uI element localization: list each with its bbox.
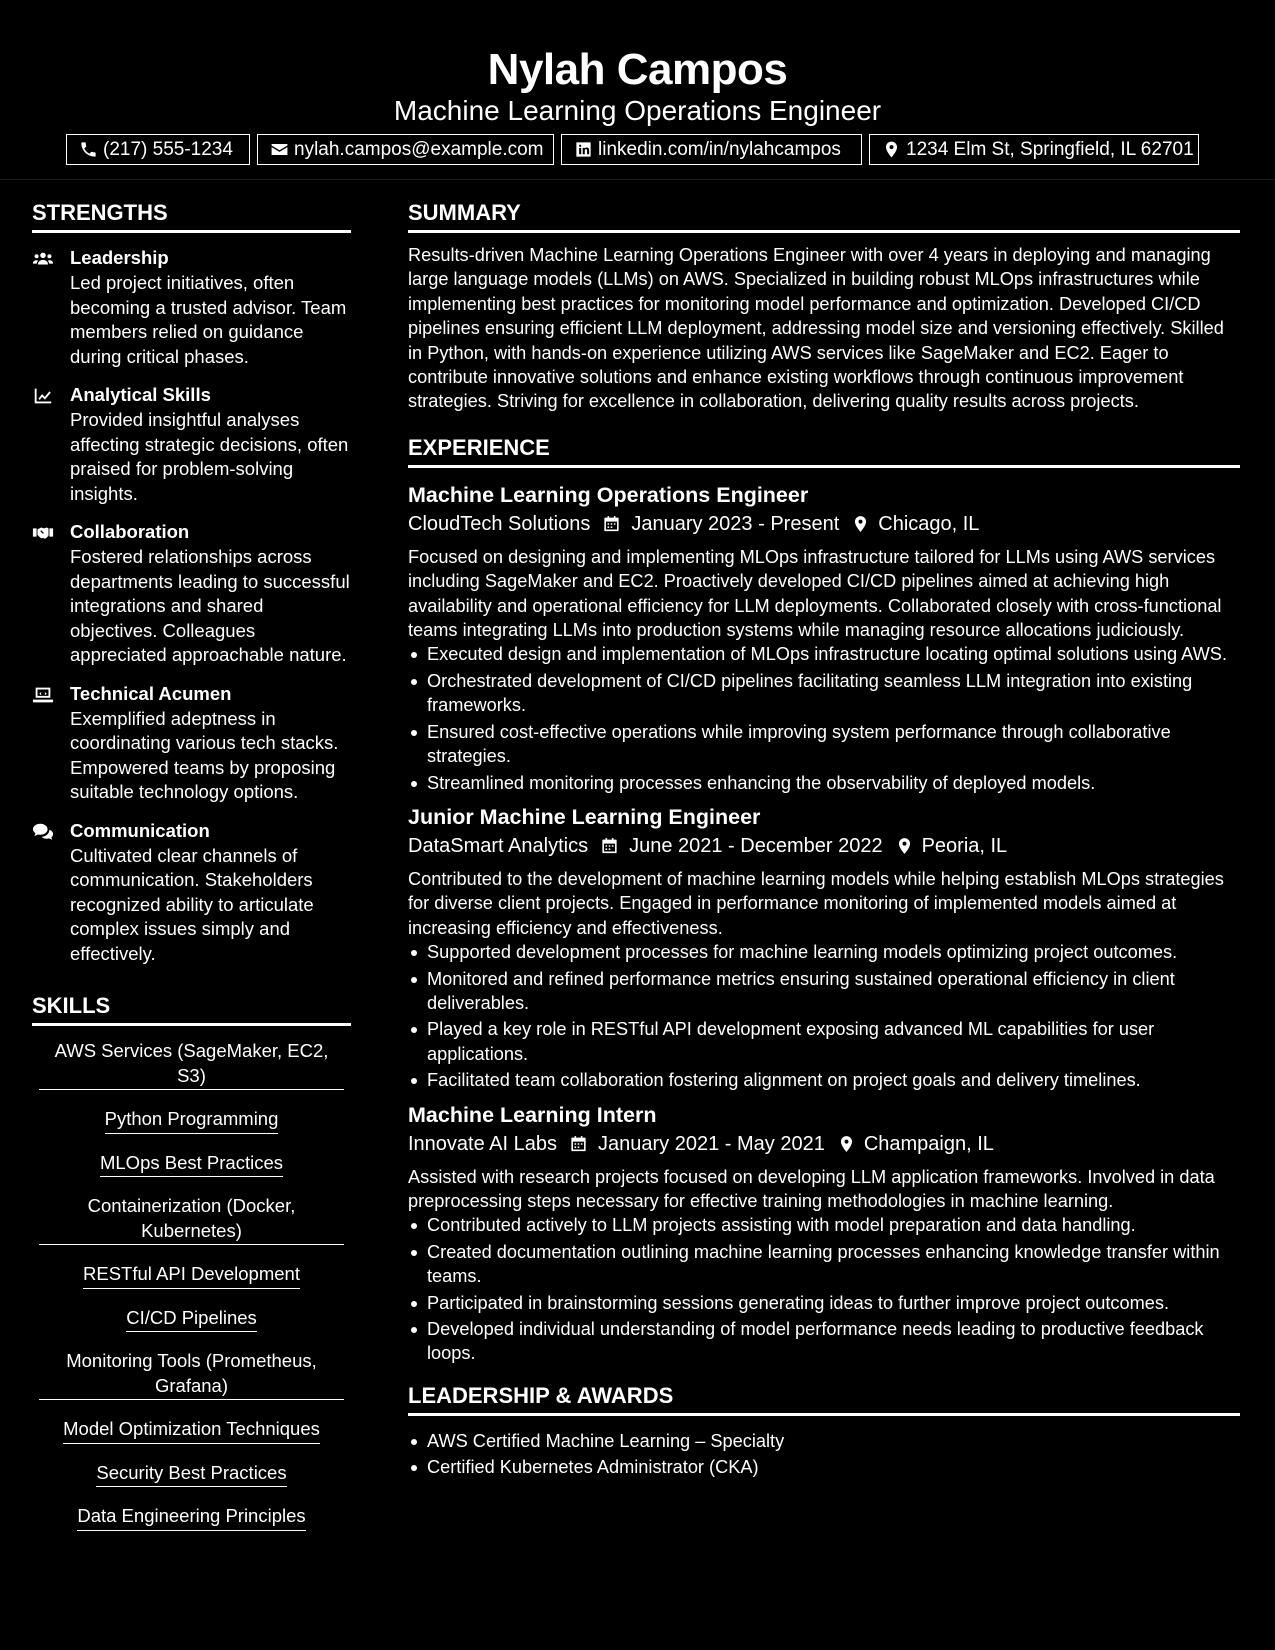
calendar-icon	[569, 1134, 588, 1154]
job-description: Assisted with research projects focused on developing LLM application frameworks. Involved in data preprocessing steps necessary for effective training methodologies in machine learning.	[408, 1166, 1215, 1211]
list-item: AWS Certified Machine Learning – Specialty	[408, 1429, 1240, 1453]
job-title: Machine Learning Operations Engineer	[408, 482, 809, 507]
strength-description: Led project initiatives, often becoming a trusted advisor. Team members relied on guidance during critical phases.	[70, 272, 347, 367]
job-dates: June 2021 - December 2022	[629, 834, 883, 857]
job-meta	[408, 831, 1240, 861]
contact-bar	[66, 134, 1199, 165]
linkedin-icon	[574, 140, 593, 159]
right-column	[408, 197, 1240, 1482]
skill-item: AWS Services (SageMaker, EC2, S3)	[39, 1039, 344, 1090]
chart-line-icon	[32, 385, 54, 407]
skill-item: Model Optimization Techniques	[63, 1417, 320, 1444]
strength-description: Provided insightful analyses affecting strategic decisions, often praised for problem-solving insights.	[70, 409, 349, 504]
job-bullets	[408, 940, 1240, 1092]
laptop-code-icon	[32, 684, 54, 706]
strength-description: Exemplified adeptness in coordinating various tech stacks. Empowered teams by proposing suitable technology options.	[70, 707, 339, 802]
list-item: Contributed actively to LLM projects assisting with model preparation and data handling.	[408, 1213, 1240, 1237]
job-bullets	[408, 1213, 1240, 1365]
map-pin-icon	[851, 514, 870, 534]
list-item: Monitored and refined performance metrics ensuring sustained operational efficiency in client deliverables.	[408, 967, 1240, 1016]
contact-email-text: nylah.campos@example.com	[294, 138, 544, 160]
candidate-name: Nylah Campos	[487, 45, 788, 94]
skill-item: Monitoring Tools (Prometheus, Grafana)	[39, 1349, 344, 1400]
envelope-icon	[270, 140, 289, 159]
list-item: Played a key role in RESTful API development exposing advanced ML capabilities for user applications.	[408, 1017, 1240, 1066]
list-item: Supported development processes for machine learning models optimizing project outcomes.	[408, 940, 1240, 964]
comments-icon	[32, 821, 54, 843]
list-item: Streamlined monitoring processes enhancing the observability of deployed models.	[408, 771, 1240, 795]
strength-description: Cultivated clear channels of communication. Stakeholders recognized ability to articulate complex issues simply and effectively.	[70, 844, 314, 964]
resume-header	[0, 0, 1275, 180]
strength-title: Analytical Skills	[70, 384, 211, 405]
job-entry	[408, 481, 1240, 795]
job-meta	[408, 509, 1240, 539]
job-meta	[408, 1129, 1240, 1159]
job-location: Champaign, IL	[863, 1132, 994, 1155]
job-description: Focused on designing and implementing MLOps infrastructure tailored for LLMs using AWS services including SageMaker and EC2. Proactively developed CI/CD pipelines aimed at achieving high availability and operational efficiency for LLM deployments. Collaborated closely with cross-functional teams integrating LLMs into production systems while managing resource allocations judiciously.	[408, 546, 1222, 641]
skill-item: Python Programming	[105, 1107, 279, 1134]
calendar-icon	[600, 836, 619, 856]
list-item: Participated in brainstorming sessions generating ideas to further improve project outcomes.	[408, 1291, 1240, 1315]
summary-text: Results-driven Machine Learning Operations Engineer with over 4 years in deploying and managing large language models (LLMs) on AWS. Specialized in building robust MLOps infrastructures while implementing best practices for monitoring model performance and optimization. Developed CI/CD pipelines ensuring efficient LLM deployment, addressing model size and versioning effectively. Skilled in Python, with hands-on experience utilizing AWS services like SageMaker and EC2. Eager to contribute innovative solutions and enhance existing workflows through continuous improvement strategies. Striving for excellence in collaboration, delivering quality results across projects.	[408, 245, 1224, 412]
skill-item: CI/CD Pipelines	[126, 1306, 257, 1333]
contact-linkedin[interactable]	[561, 134, 862, 165]
skill-item: Containerization (Docker, Kubernetes)	[39, 1194, 344, 1245]
summary-heading: SUMMARY	[408, 197, 1240, 233]
contact-email[interactable]	[257, 134, 554, 165]
list-item: Certified Kubernetes Administrator (CKA)	[408, 1455, 1240, 1479]
contact-address[interactable]	[869, 134, 1199, 165]
strength-description: Fostered relationships across departments leading to successful integrations and shared objectives. Colleagues appreciated approachable nature.	[70, 546, 350, 665]
skill-item: RESTful API Development	[83, 1262, 300, 1289]
list-item: Orchestrated development of CI/CD pipelines facilitating seamless LLM integration into existing frameworks.	[408, 669, 1240, 718]
strength-title: Collaboration	[70, 521, 190, 542]
awards-list	[408, 1429, 1240, 1480]
calendar-icon	[602, 514, 621, 534]
job-bullets	[408, 642, 1240, 794]
experience-heading: EXPERIENCE	[408, 432, 1240, 468]
strength-title: Communication	[70, 819, 210, 841]
job-company: CloudTech Solutions	[408, 512, 591, 535]
list-item: Executed design and implementation of MLOps infrastructure locating optimal solutions using AWS.	[408, 642, 1240, 666]
skills-list	[32, 1039, 351, 1548]
job-title: Junior Machine Learning Engineer	[408, 804, 761, 829]
strength-item	[32, 520, 351, 668]
job-location: Peoria, IL	[921, 834, 1008, 857]
left-column	[32, 197, 351, 1548]
strength-item	[32, 682, 351, 805]
list-item: Ensured cost-effective operations while improving system performance through collaborative strategies.	[408, 720, 1240, 769]
job-company: DataSmart Analytics	[408, 834, 589, 857]
contact-phone[interactable]	[66, 134, 250, 165]
strength-title: Technical Acumen	[70, 682, 232, 704]
users-icon	[32, 248, 54, 270]
strengths-heading: STRENGTHS	[32, 197, 351, 233]
list-item: Created documentation outlining machine learning processes enhancing knowledge transfer within teams.	[408, 1240, 1240, 1289]
map-pin-icon	[895, 836, 914, 856]
contact-linkedin-text: linkedin.com/in/nylahcampos	[598, 138, 841, 160]
strength-item	[32, 819, 351, 967]
strength-item	[32, 246, 351, 369]
strength-item	[32, 383, 351, 506]
job-dates: January 2023 - Present	[631, 512, 840, 535]
job-title: Machine Learning Intern	[408, 1102, 657, 1127]
job-company: Innovate AI Labs	[408, 1132, 558, 1155]
skill-item: Security Best Practices	[96, 1461, 286, 1488]
phone-icon	[79, 140, 98, 159]
awards-heading: LEADERSHIP & AWARDS	[408, 1380, 1240, 1416]
map-pin-icon	[882, 140, 901, 159]
skill-item: Data Engineering Principles	[77, 1504, 305, 1531]
job-description: Contributed to the development of machine learning models while helping establish MLOps strategies for diverse client projects. Engaged in performance monitoring of implemented models aimed at increasing efficiency and effectiveness.	[408, 868, 1224, 938]
skill-item: MLOps Best Practices	[100, 1151, 283, 1178]
job-dates: January 2021 - May 2021	[598, 1132, 825, 1155]
skills-heading: SKILLS	[32, 990, 351, 1026]
contact-phone-text: (217) 555-1234	[103, 138, 233, 160]
list-item: Facilitated team collaboration fostering alignment on project goals and delivery timelines.	[408, 1068, 1240, 1092]
handshake-icon	[32, 522, 54, 544]
list-item: Developed individual understanding of model performance needs leading to productive feedback loops.	[408, 1317, 1240, 1366]
job-location: Chicago, IL	[878, 512, 980, 535]
contact-address-text: 1234 Elm St, Springfield, IL 62701	[906, 138, 1194, 160]
candidate-role: Machine Learning Operations Engineer	[393, 95, 882, 126]
job-entry	[408, 803, 1240, 1093]
map-pin-icon	[837, 1134, 856, 1154]
job-entry	[408, 1101, 1240, 1366]
strength-title: Leadership	[70, 247, 169, 268]
